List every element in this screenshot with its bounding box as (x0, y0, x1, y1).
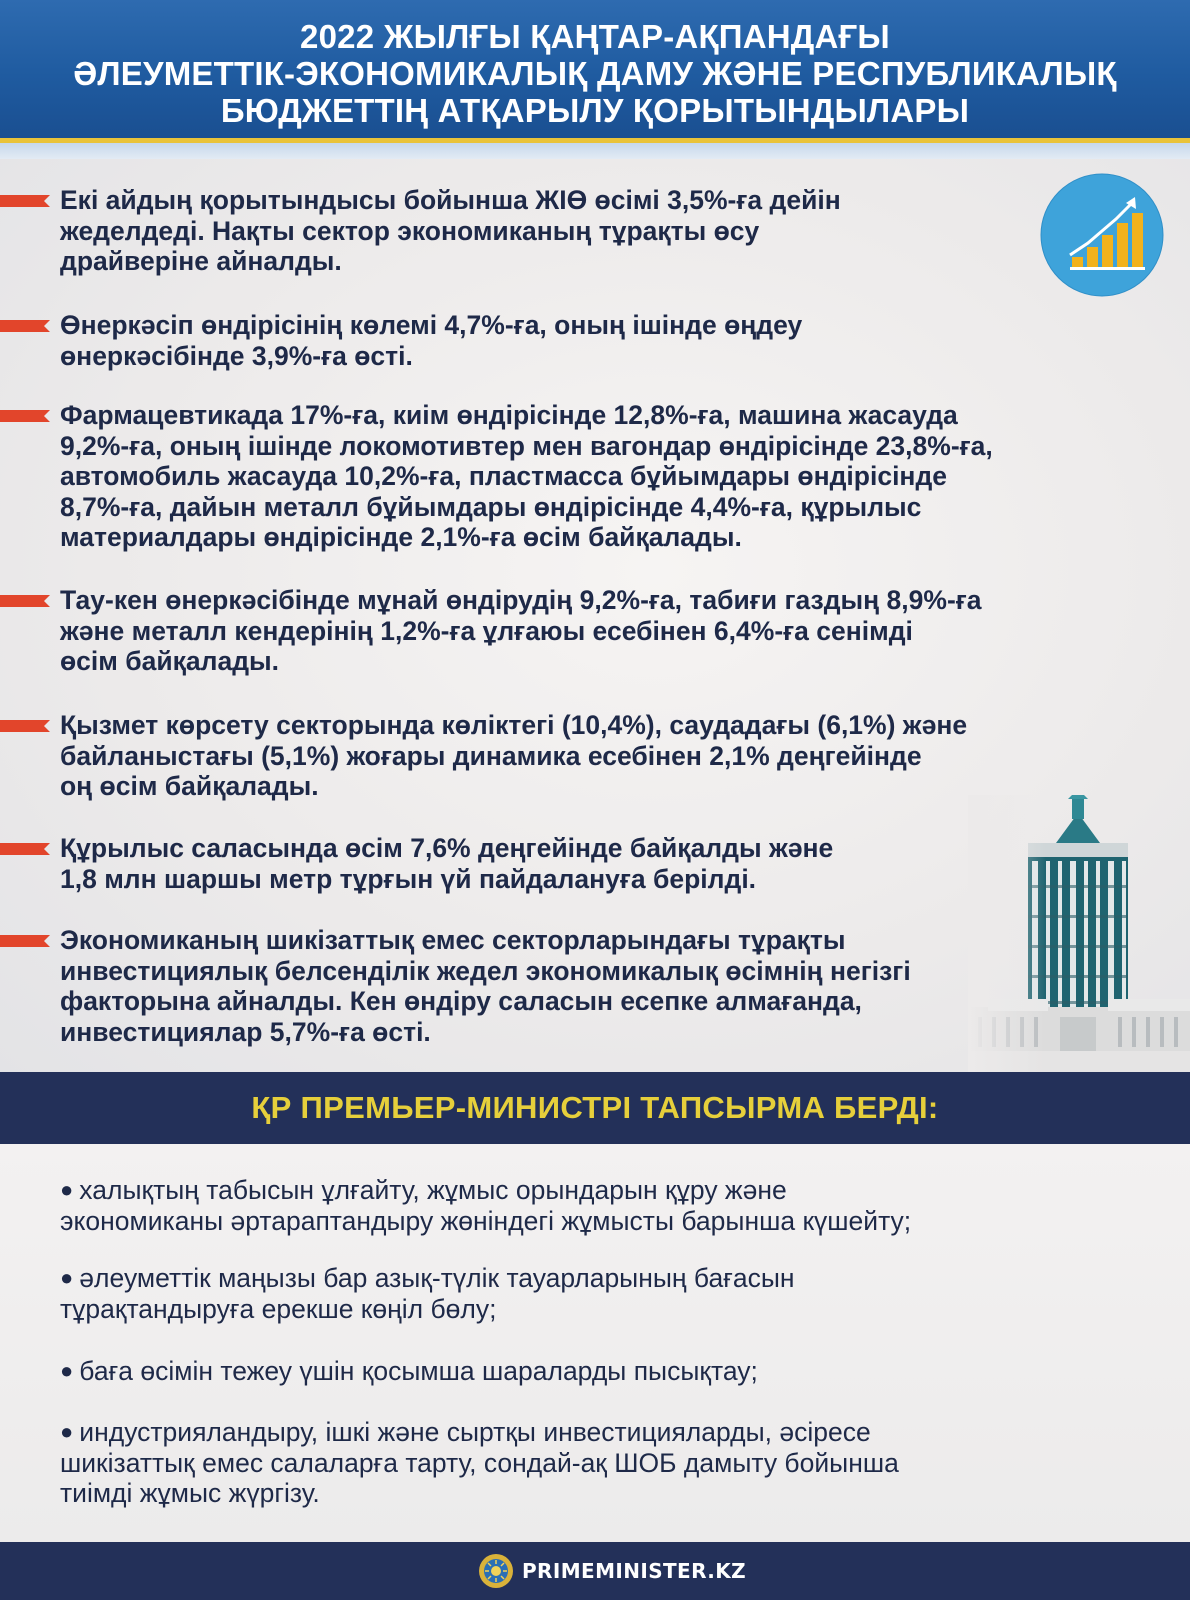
header-title-line-2: ӘЛЕУМЕТТІК-ЭКОНОМИКАЛЫҚ ДАМУ ЖӘНЕ РЕСПУБЛИКАЛЫҚ (73, 55, 1117, 92)
footer-bar (0, 1542, 1190, 1600)
stat-item-investment (0, 925, 1040, 1047)
task-line: тиімді жұмыс жүргізу. (60, 1478, 320, 1508)
stat-item-gdp (0, 185, 1040, 277)
stat-line: жеделдеді. Нақты сектор экономиканың тұрақты өсу (60, 215, 760, 246)
bullet-dot-icon: ● (60, 1265, 74, 1290)
bullet-dot-icon: ● (60, 1358, 74, 1383)
stat-line: факторына айналды. Кен өндіру саласын есепке алмағанда, (60, 986, 862, 1016)
stat-text (60, 710, 1160, 802)
bullet-dot-icon: ● (60, 1419, 74, 1444)
stat-line: 9,2%-ға, оның ішінде локомотивтер мен вагондар өндірісінде 23,8%-ға, (60, 430, 993, 461)
task-item-price-growth (60, 1356, 1170, 1387)
stat-line: және металл кендерінің 1,2%-ға ұлғаюы есебінен 6,4%-ға сенімді (60, 615, 913, 646)
stat-item-industry (0, 310, 1040, 371)
instructions-band (0, 1072, 1190, 1144)
stat-line: Құрылыс саласында өсім 7,6% деңгейінде байқалды және (60, 833, 834, 863)
task-line: экономиканы әртараптандыру жөніндегі жұмысты барынша күшейту; (60, 1205, 912, 1236)
stat-line: байланыстағы (5,1%) жоғары динамика есебінен 2,1% деңгейінде (60, 740, 922, 771)
bullet-marker-icon (0, 410, 50, 422)
header-title-line-3: БЮДЖЕТТІҢ АТҚАРЫЛУ ҚОРЫТЫНДЫЛАРЫ (220, 92, 970, 129)
bullet-marker-icon (0, 720, 50, 732)
task-line: тұрақтандыруға ерекше көңіл бөлу; (60, 1293, 497, 1324)
stat-line: өнеркәсібінде 3,9%-ға өсті. (60, 340, 413, 371)
bullet-marker-icon (0, 320, 50, 332)
stat-line: автомобиль жасауда 10,2%-ға, пластмасса бұйымдары өндірісінде (60, 461, 947, 491)
stat-line: Өнеркәсіп өндірісінің көлемі 4,7%-ға, оның ішінде өңдеу (60, 310, 803, 340)
stat-text (60, 310, 1040, 371)
stat-line: инвестициялық белсенділік жедел экономикалық өсімнің негізгі (60, 955, 911, 986)
stat-text (60, 925, 1040, 1047)
stat-line: Екі айдың қорытындысы бойынша ЖІӨ өсімі 3,5%-ға дейін (60, 185, 841, 215)
stat-line: драйверіне айналды. (60, 246, 342, 276)
stat-item-manufacturing (0, 400, 1040, 553)
state-emblem-icon (478, 1553, 514, 1589)
stat-line: Тау-кен өнеркәсібінде мұнай өндірудің 9,2%-ға, табиғи газдың 8,9%-ға (60, 585, 982, 615)
task-item-industrialization (60, 1417, 1170, 1509)
stat-line: өсім байқалады. (60, 646, 280, 676)
site-link[interactable]: PRIMEMINISTER.KZ (522, 1559, 747, 1583)
instructions-title: ҚР ПРЕМЬЕР-МИНИСТРІ ТАПСЫРМА БЕРДІ: (251, 1090, 939, 1125)
task-line: әлеуметтік маңызы бар азық-түлік тауарларының бағасын (79, 1263, 795, 1293)
stat-line: Фармацевтикада 17%-ға, киім өндірісінде 12,8%-ға, машина жасауда (60, 400, 958, 430)
stat-line: материалдары өндірісінде 2,1%-ға өсім байқалады. (60, 522, 742, 552)
stat-line: Экономиканың шикізаттық емес секторларындағы тұрақты (60, 925, 846, 955)
task-line: шикізаттық емес салаларға тарту, сондай-ақ ШОБ дамыту бойынша (60, 1447, 899, 1478)
header-title-line-1: 2022 ЖЫЛҒЫ ҚАҢТАР-АҚПАНДАҒЫ (300, 18, 890, 55)
stat-line: инвестициялар 5,7%-ға өсті. (60, 1016, 431, 1047)
stat-text (60, 185, 1040, 277)
task-item-income (60, 1175, 1170, 1236)
bullet-marker-icon (0, 595, 50, 607)
stat-item-mining (0, 585, 1040, 677)
stat-text (60, 585, 1180, 677)
stat-item-construction (0, 833, 1040, 894)
stat-text (60, 833, 1040, 894)
stat-line: Қызмет көрсету секторында көліктегі (10,4%), саудадағы (6,1%) және (60, 710, 968, 740)
header-light-stripe (0, 143, 1190, 159)
task-line: индустрияландыру, ішкі және сыртқы инвестицияларды, әсіресе (79, 1417, 871, 1447)
bullet-marker-icon (0, 195, 50, 207)
stat-line: 1,8 млн шаршы метр тұрғын үй пайдалануға берілді. (60, 863, 757, 894)
stat-text (60, 400, 1180, 553)
growth-chart-icon (1040, 173, 1164, 297)
bullet-marker-icon (0, 843, 50, 855)
stat-line: оң өсім байқалады. (60, 771, 319, 801)
task-line: баға өсімін тежеу үшін қосымша шараларды пысықтау; (79, 1356, 758, 1386)
bullet-dot-icon: ● (60, 1177, 74, 1202)
task-line: халықтың табысын ұлғайту, жұмыс орындарын құру және (79, 1175, 787, 1205)
task-item-food-prices (60, 1263, 1170, 1324)
header-banner (0, 0, 1190, 138)
stat-item-services (0, 710, 1040, 802)
bullet-marker-icon (0, 935, 50, 947)
stat-line: 8,7%-ға, дайын металл бұйымдары өндірісінде 4,4%-ға, құрылыс (60, 491, 922, 522)
